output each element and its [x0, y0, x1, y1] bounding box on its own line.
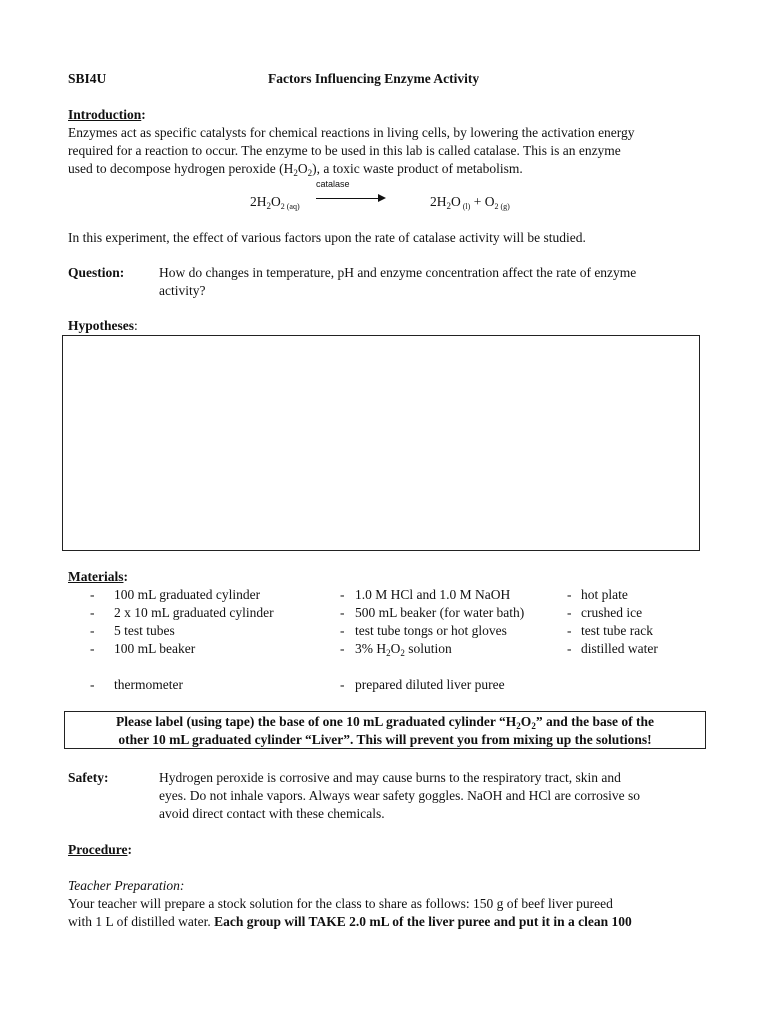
intro-line-1: Enzymes act as specific catalysts for chemical reactions in living cells, by lowering the activation energy	[68, 125, 635, 140]
reactant-sub1: 2	[266, 201, 271, 211]
material-item: 500 mL beaker (for water bath)	[355, 605, 525, 620]
reactant-o: O	[271, 194, 281, 209]
intro-line-2: required for a reaction to occur. The enzyme to be used in this lab is called catalase. This is an enzyme	[68, 143, 621, 158]
introduction-heading-colon: :	[141, 107, 146, 122]
dash: -	[567, 587, 572, 602]
intro-line-3-pre: used to decompose hydrogen peroxide (H	[68, 161, 294, 176]
h2o2-sub2: 2	[400, 648, 405, 658]
intro-line-3-post: ), a toxic waste product of metabolism.	[312, 161, 523, 176]
dash: -	[567, 641, 572, 656]
equation-reactant	[250, 193, 300, 211]
hypotheses-label: Hypotheses	[68, 318, 135, 333]
hypotheses-colon: :	[134, 318, 138, 333]
document-title: Factors Influencing Enzyme Activity	[268, 71, 480, 86]
question-label: Question:	[68, 265, 125, 280]
dash: -	[340, 623, 345, 638]
product2-sub: 2 (g)	[494, 202, 510, 211]
equation-arrow	[316, 198, 380, 199]
notice-line-1-pre: Please label (using tape) the base of one 10 mL graduated cylinder “H	[116, 714, 517, 729]
product1-coef: 2H	[430, 194, 447, 209]
material-item: 1.0 M HCl and 1.0 M NaOH	[355, 587, 511, 602]
dash: -	[340, 605, 345, 620]
material-item: 2 x 10 mL graduated cylinder	[114, 605, 274, 620]
safety-line-2: eyes. Do not inhale vapors. Always wear safety goggles. NaOH and HCl are corrosive so	[159, 788, 640, 803]
course-code: SBI4U	[68, 71, 107, 86]
intro-line-3-sub1: 2	[293, 168, 298, 178]
h2o2-pre: 3% H	[355, 641, 387, 656]
procedure-line-1: Your teacher will prepare a stock solution for the class to share as follows: 150 g of beef liver pureed	[68, 896, 613, 911]
equation-plus: +	[473, 194, 482, 209]
h2o2-o: O	[390, 641, 401, 656]
notice-line-2: other 10 mL graduated cylinder “Liver”. This will prevent you from mixing up the solutions!	[118, 732, 652, 747]
procedure-heading	[68, 841, 132, 859]
material-item: 100 mL beaker	[114, 641, 196, 656]
equation-catalyst: catalase	[316, 179, 350, 189]
reactant-sub2: 2 (aq)	[280, 202, 300, 211]
notice-line-1-post: ” and the base of the	[535, 714, 654, 729]
intro-line-3	[68, 160, 523, 178]
dash: -	[90, 641, 95, 656]
introduction-heading-text: Introduction	[68, 107, 142, 122]
dash: -	[340, 641, 345, 656]
materials-heading	[68, 568, 128, 586]
product1-o: O	[451, 194, 461, 209]
labeling-notice-box	[64, 711, 706, 749]
hypotheses-answer-box[interactable]	[62, 335, 700, 551]
material-item: test tube tongs or hot gloves	[355, 623, 507, 638]
product1-state: (l)	[460, 202, 471, 211]
material-item: hot plate	[581, 587, 628, 602]
dash: -	[567, 623, 572, 638]
intro-line-3-sub2: 2	[307, 168, 313, 178]
material-item: 5 test tubes	[114, 623, 175, 638]
dash: -	[340, 587, 345, 602]
product2: O	[484, 194, 495, 209]
material-item	[355, 640, 452, 658]
notice-line-1	[65, 713, 705, 731]
material-item: 100 mL graduated cylinder	[114, 587, 261, 602]
safety-label: Safety:	[68, 770, 109, 785]
material-item: test tube rack	[581, 623, 653, 638]
dash: -	[567, 605, 572, 620]
dash: -	[90, 605, 95, 620]
h2o2-sub1: 2	[386, 648, 391, 658]
question-line-2: activity?	[159, 283, 206, 298]
equation-arrow-head	[378, 194, 386, 202]
reactant-coef: 2H	[250, 194, 267, 209]
notice-sub2: 2	[531, 721, 536, 731]
dash: -	[90, 587, 95, 602]
h2o2-post: solution	[404, 641, 452, 656]
material-item: prepared diluted liver puree	[355, 677, 505, 692]
safety-line-1: Hydrogen peroxide is corrosive and may cause burns to the respiratory tract, skin and	[159, 770, 621, 785]
dash: -	[340, 677, 345, 692]
material-item: thermometer	[114, 677, 183, 692]
procedure-heading-text: Procedure	[68, 842, 128, 857]
dash: -	[90, 677, 95, 692]
equation-products	[430, 193, 510, 211]
procedure-line-2-bold: Each group will TAKE 2.0 mL of the liver puree and put it in a clean 100	[214, 914, 632, 929]
product1-sub: 2	[446, 201, 451, 211]
materials-heading-text: Materials	[68, 569, 124, 584]
introduction-heading	[68, 106, 146, 124]
question-line-1: How do changes in temperature, pH and enzyme concentration affect the rate of enzyme	[159, 265, 637, 280]
procedure-line-2	[68, 913, 632, 931]
experiment-statement: In this experiment, the effect of various factors upon the rate of catalase activity will be studied.	[68, 230, 586, 245]
notice-o: O	[520, 714, 532, 729]
procedure-line-2-normal: with 1 L of distilled water.	[68, 914, 215, 929]
dash: -	[90, 623, 95, 638]
hypotheses-heading	[68, 317, 138, 335]
teacher-preparation-subheading: Teacher Preparation:	[68, 878, 185, 893]
material-item: distilled water	[581, 641, 658, 656]
procedure-heading-colon: :	[127, 842, 132, 857]
intro-line-3-mid: O	[297, 161, 308, 176]
safety-line-3: avoid direct contact with these chemicals.	[159, 806, 385, 821]
material-item: crushed ice	[581, 605, 643, 620]
notice-sub1: 2	[516, 721, 521, 731]
materials-heading-colon: :	[123, 569, 128, 584]
